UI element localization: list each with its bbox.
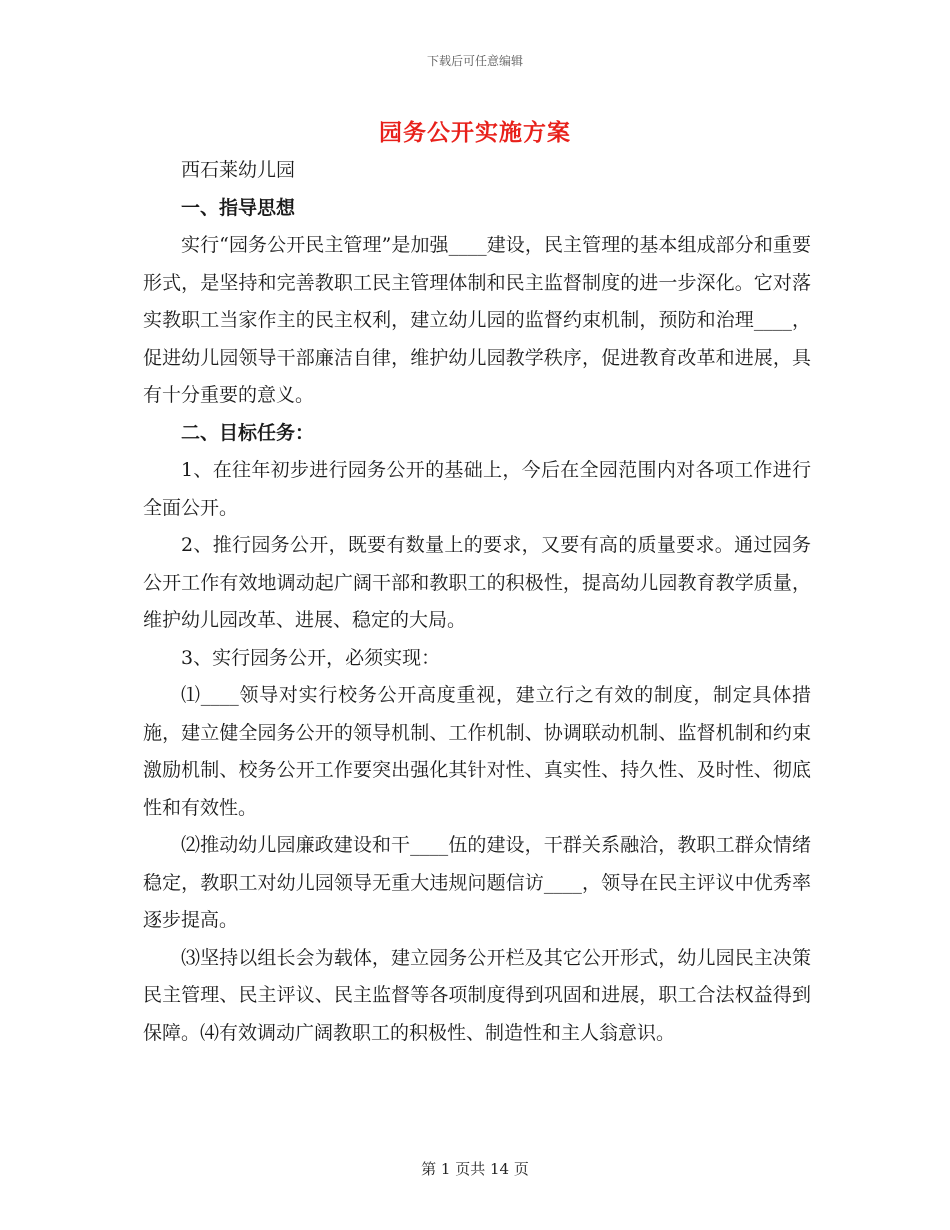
section-heading: 二、目标任务： <box>181 421 315 444</box>
organization-name: 西石莱幼儿园 <box>181 159 296 181</box>
header-note: 下载后可任意编辑 <box>426 54 523 68</box>
page-footer: 第 1 页共 14 页 <box>421 1160 529 1178</box>
paragraph: 2、推行园务公开，既要有数量上的要求，又要有高的质量要求。通过园务公开工作有效地调动起广阔干部和教职工的积极性，提高幼儿园教育教学质量，维护幼儿园改革、进展、稳定的大局。 <box>143 534 811 631</box>
section-heading: 一、指导思想 <box>181 196 296 219</box>
document-title: 园务公开实施方案 <box>379 119 571 146</box>
document-body <box>143 152 811 1052</box>
paragraph: 3、实行园务公开，必须实现： <box>181 646 441 669</box>
paragraph: ⑴____领导对实行校务公开高度重视，建立行之有效的制度，制定具体措施，建立健全园务公开的领导机制、工作机制、协调联动机制、监督机制和约束激励机制、校务公开工作要突出强化其针对性、真实性、持久性、及时性、彻底性和有效性。 <box>143 684 811 819</box>
paragraph: ⑶坚持以组长会为载体，建立园务公开栏及其它公开形式，幼儿园民主决策民主管理、民主评议、民主监督等各项制度得到巩固和进展，职工合法权益得到保障。⑷有效调动广阔教职工的积极性、制造性和主人翁意识。 <box>143 946 811 1044</box>
paragraph: 1、在往年初步进行园务公开的基础上，今后在全园范围内对各项工作进行全面公开。 <box>143 459 811 519</box>
paragraph: ⑵推动幼儿园廉政建设和干____伍的建设，干群关系融洽，教职工群众情绪稳定，教职工对幼儿园领导无重大违规问题信访____，领导在民主评议中优秀率逐步提高。 <box>143 834 811 931</box>
paragraph: 实行“园务公开民主管理”是加强____建设，民主管理的基本组成部分和重要形式，是坚持和完善教职工民主管理体制和民主监督制度的进一步深化。它对落实教职工当家作主的民主权利，建立幼儿园的监督约束机制，预防和治理____，促进幼儿园领导干部廉洁自律，维护幼儿园教学秩序，促进教育改革和进展，具有十分重要的意义。 <box>143 234 811 406</box>
